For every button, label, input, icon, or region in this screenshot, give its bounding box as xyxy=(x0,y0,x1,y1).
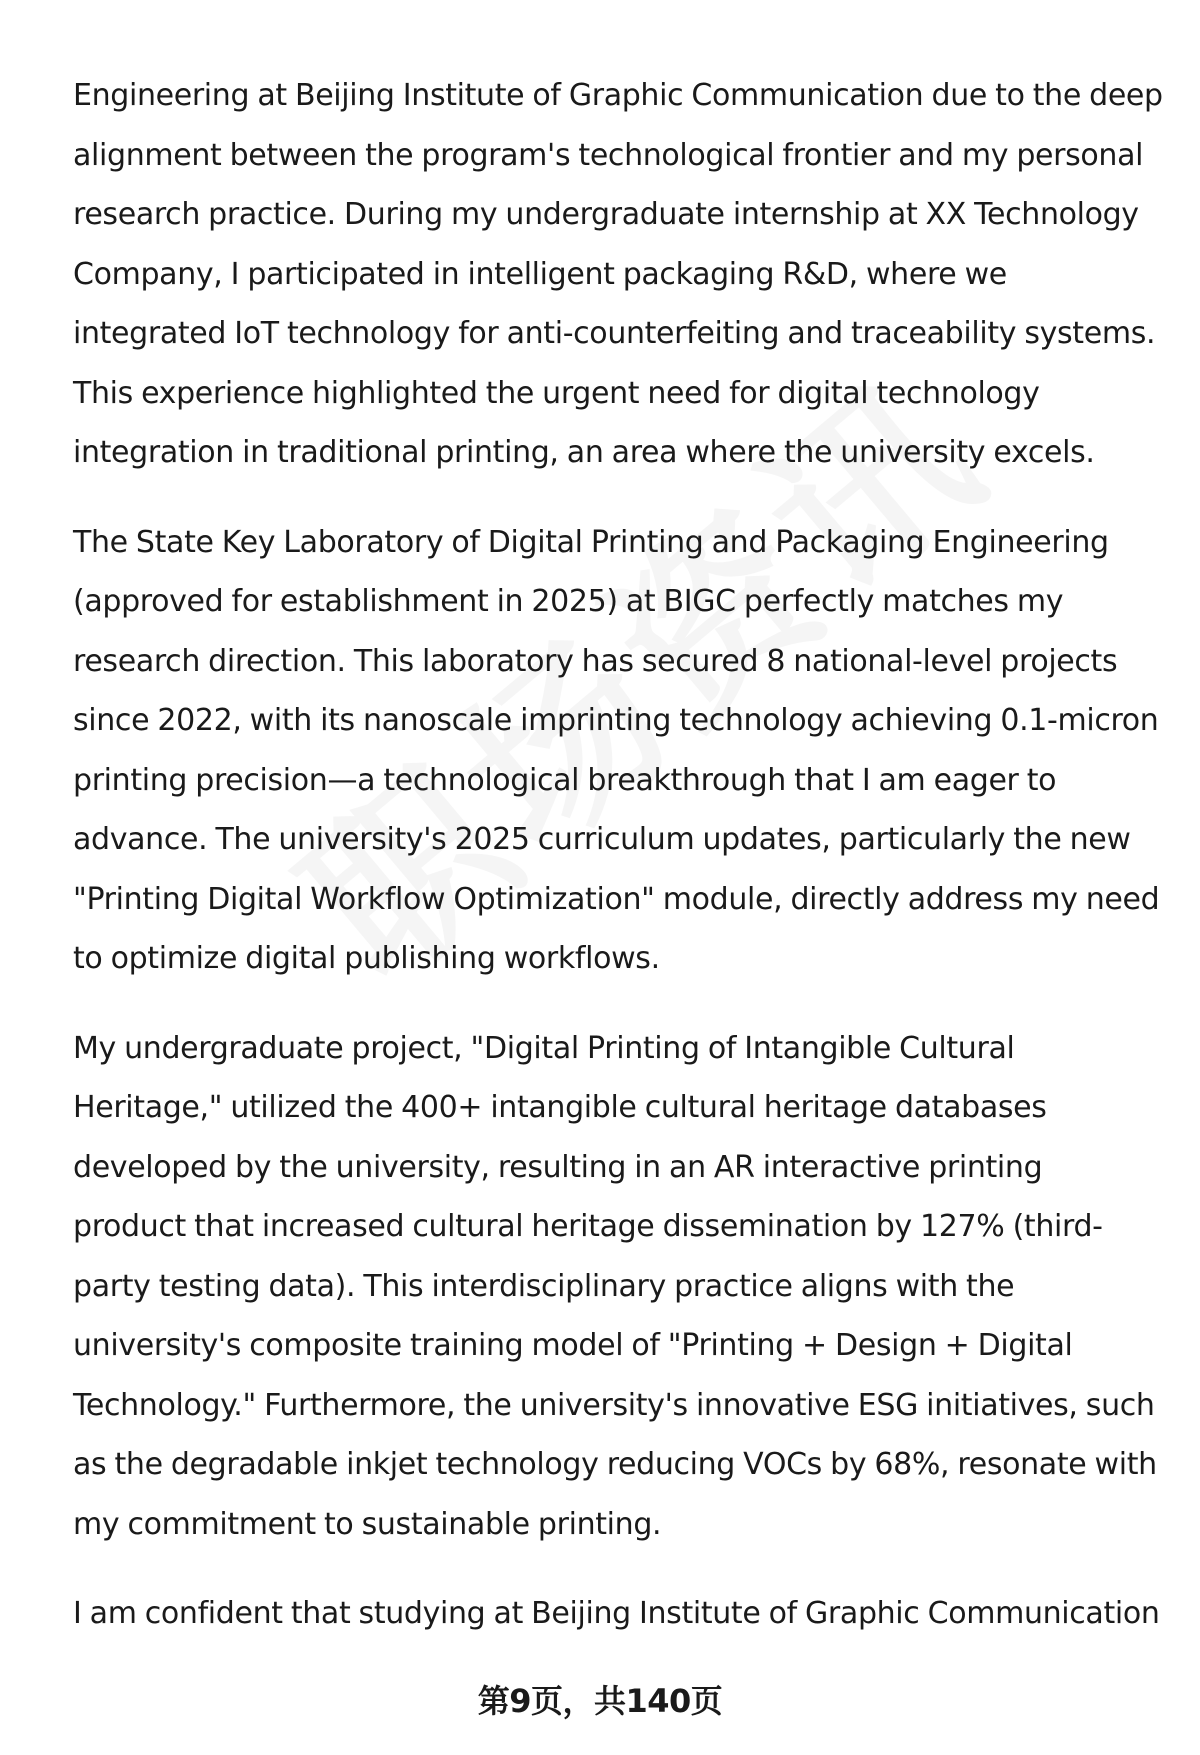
paragraph-2: The State Key Laboratory of Digital Printing and Packaging Engineering (approved for establishment in 2025) at BIGC perfectly matches my research direction. This laboratory has secured 8 national-level projects since 2022, with its nanoscale imprinting technology achieving 0.1-micron printing precision—a technological breakthrough that I am eager to advance. The university's 2025 curriculum updates, particularly the new "Printing Digital Workflow Optimization" module, directly address my need to optimize digital publishing workflows. xyxy=(73,524,1160,976)
paragraph-4: I am confident that studying at Beijing Institute of Graphic Communication xyxy=(73,1596,1160,1631)
document-body xyxy=(73,66,1163,1674)
paragraph-1: Engineering at Beijing Institute of Graphic Communication due to the deep alignment between the program's technological frontier and my personal research practice. During my undergraduate internship at XX Technology Company, I participated in intelligent packaging R&D, where we integrated IoT technology for anti-counterfeiting and traceability systems. This experience highlighted the urgent need for digital technology integration in traditional printing, an area where the university excels. xyxy=(73,78,1163,470)
paragraph-3: My undergraduate project, "Digital Printing of Intangible Cultural Heritage," utilized the 400+ intangible cultural heritage databases developed by the university, resulting in an AR interactive printing product that increased cultural heritage dissemination by 127% (third-party testing data). This interdisciplinary practice aligns with the university's composite training model of "Printing + Design + Digital Technology." Furthermore, the university's innovative ESG initiatives, such as the degradable inkjet technology reducing VOCs by 68%, resonate with my commitment to sustainable printing. xyxy=(73,1030,1157,1542)
page-number-footer: 第9页，共140页 xyxy=(477,1682,723,1720)
